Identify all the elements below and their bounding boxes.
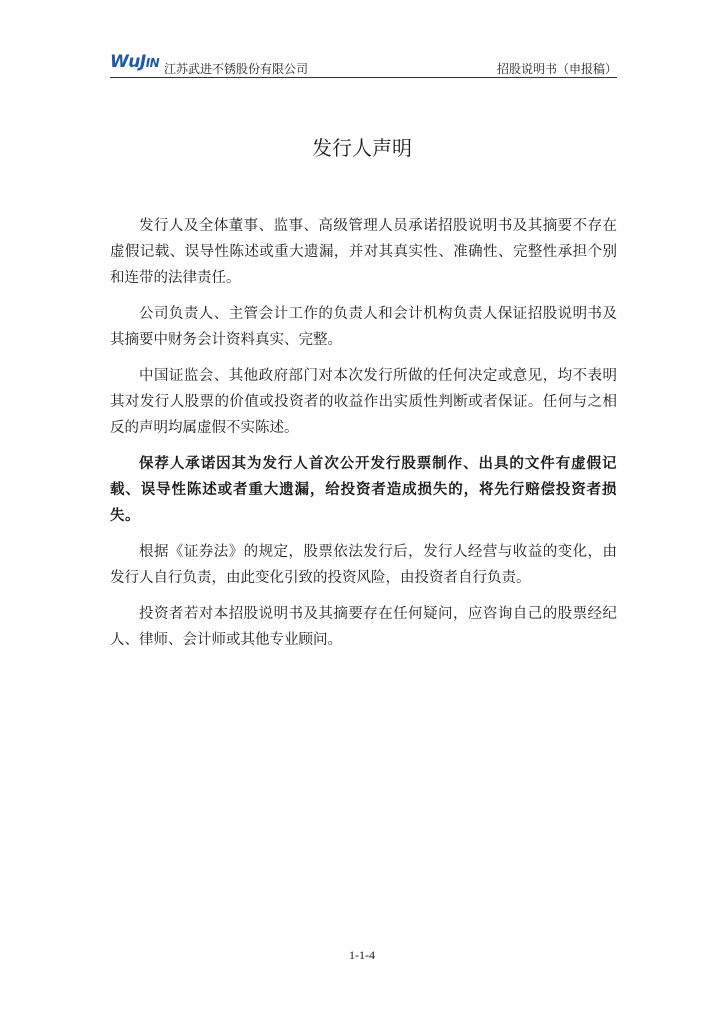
paragraph-securities-law: 根据《证券法》的规定，股票依法发行后，发行人经营与收益的变化，由发行人自行负责，由此变化引致的投资风险，由投资者自行负责。 (110, 544, 617, 586)
document-type: 招股说明书（申报稿） (496, 62, 617, 76)
page-number: 1-1-4 (349, 948, 375, 962)
paragraph-sponsor-commitment: 保荐人承诺因其为发行人首次公开发行股票制作、出具的文件有虚假记载、误导性陈述或者重大遗漏，给投资者造成损失的，将先行赔偿投资者损失。 (110, 455, 617, 524)
document-body (110, 213, 617, 663)
page-title: 发行人声明 (312, 136, 412, 160)
page-header (110, 52, 617, 76)
paragraph-issuer-commitment: 发行人及全体董事、监事、高级管理人员承诺招股说明书及其摘要不存在虚假记载、误导性陈述或重大遗漏，并对其真实性、准确性、完整性承担个别和连带的法律责任。 (110, 218, 617, 286)
header-divider (110, 77, 617, 78)
paragraph-financial-assurance: 公司负责人、主管会计工作的负责人和会计机构负责人保证招股说明书及其摘要中财务会计资料真实、完整。 (110, 306, 617, 348)
paragraph-csrc-disclaimer: 中国证监会、其他政府部门对本次发行所做的任何决定或意见，均不表明其对发行人股票的价值或投资者的收益作出实质性判断或者保证。任何与之相反的声明均属虚假不实陈述。 (110, 368, 617, 436)
paragraph-investor-advice: 投资者若对本招股说明书及其摘要存在任何疑问，应咨询自己的股票经纪人、律师、会计师或其他专业顾问。 (110, 606, 617, 648)
company-name: 江苏武进不锈股份有限公司 (164, 62, 309, 76)
company-logo: WuJIN (110, 52, 160, 72)
